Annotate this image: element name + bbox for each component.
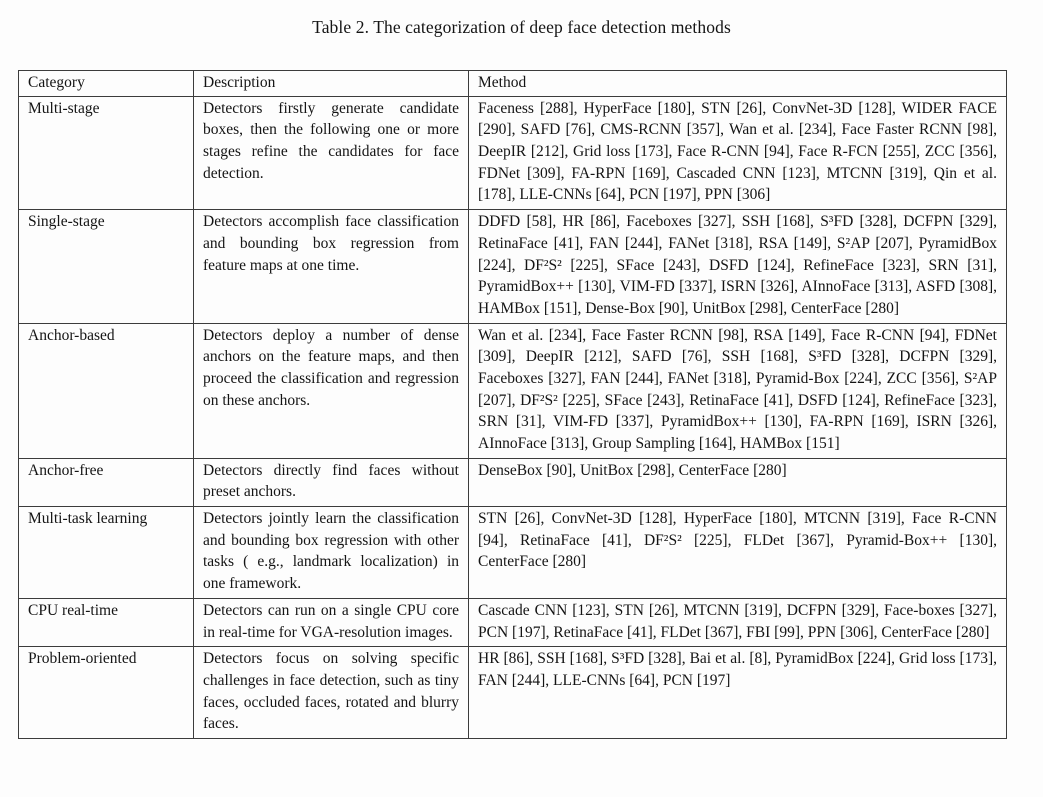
method-cell: DenseBox [90], UnitBox [298], CenterFace [280] bbox=[469, 458, 1007, 506]
method-cell: Faceness [288], HyperFace [180], STN [26], ConvNet-3D [128], WIDER FACE [290], SAFD [76], CMS-RCNN [357], Wan et al. [234], Face Faster RCNN [98], DeepIR [212], Grid loss [173], Face R-CNN [94], Face R-FCN [255], ZCC [356], FDNet [309], FA-RPN [169], Cascaded CNN [123], MTCNN [319], Qin et al. [178], LLE-CNNs [64], PCN [197], PPN [306] bbox=[469, 96, 1007, 209]
description-cell: Detectors accomplish face classification and bounding box regression from feature maps at one time. bbox=[194, 210, 469, 323]
category-cell: Multi-stage bbox=[19, 96, 194, 209]
method-cell: Cascade CNN [123], STN [26], MTCNN [319], DCFPN [329], Face-boxes [327], PCN [197], RetinaFace [41], FLDet [367], FBI [99], PPN [306], CenterFace [280] bbox=[469, 598, 1007, 646]
table-row bbox=[19, 96, 1007, 209]
category-cell: Multi-task learning bbox=[19, 507, 194, 599]
header-row bbox=[19, 71, 1007, 97]
table-row bbox=[19, 458, 1007, 506]
description-cell: Detectors firstly generate candidate boxes, then the following one or more stages refine the candidates for face detection. bbox=[194, 96, 469, 209]
method-cell: HR [86], SSH [168], S³FD [328], Bai et al. [8], PyramidBox [224], Grid loss [173], FAN [244], LLE-CNNs [64], PCN [197] bbox=[469, 647, 1007, 739]
category-cell: Anchor-free bbox=[19, 458, 194, 506]
table-row bbox=[19, 598, 1007, 646]
header-description: Description bbox=[194, 71, 469, 97]
categorization-table bbox=[18, 70, 1007, 739]
table-caption: Table 2. The categorization of deep face detection methods bbox=[312, 17, 731, 37]
description-cell: Detectors focus on solving specific challenges in face detection, such as tiny faces, occluded faces, rotated and blurry faces. bbox=[194, 647, 469, 739]
method-cell: DDFD [58], HR [86], Faceboxes [327], SSH [168], S³FD [328], DCFPN [329], RetinaFace [41], FAN [244], FANet [318], RSA [149], S²AP [207], PyramidBox [224], DF²S² [225], SFace [243], DSFD [124], RefineFace [323], SRN [31], PyramidBox++ [130], VIM-FD [337], ISRN [326], AInnoFace [313], ASFD [308], HAMBox [151], Dense-Box [90], UnitBox [298], CenterFace [280] bbox=[469, 210, 1007, 323]
table-row bbox=[19, 647, 1007, 739]
description-cell: Detectors deploy a number of dense anchors on the feature maps, and then proceed the classification and regression on these anchors. bbox=[194, 323, 469, 458]
description-cell: Detectors jointly learn the classification and bounding box regression with other tasks ( e.g., landmark localization) in one framework. bbox=[194, 507, 469, 599]
category-cell: Single-stage bbox=[19, 210, 194, 323]
method-cell: STN [26], ConvNet-3D [128], HyperFace [180], MTCNN [319], Face R-CNN [94], RetinaFace [41], DF²S² [225], FLDet [367], Pyramid-Box++ [130], CenterFace [280] bbox=[469, 507, 1007, 599]
category-cell: CPU real-time bbox=[19, 598, 194, 646]
description-cell: Detectors directly find faces without preset anchors. bbox=[194, 458, 469, 506]
header-method: Method bbox=[469, 71, 1007, 97]
table-row bbox=[19, 323, 1007, 458]
category-cell: Anchor-based bbox=[19, 323, 194, 458]
category-cell: Problem-oriented bbox=[19, 647, 194, 739]
header-category: Category bbox=[19, 71, 194, 97]
method-cell: Wan et al. [234], Face Faster RCNN [98], RSA [149], Face R-CNN [94], FDNet [309], DeepIR [212], SAFD [76], SSH [168], S³FD [328], DCFPN [329], Faceboxes [327], FAN [244], FANet [318], Pyramid-Box [224], ZCC [356], S²AP [207], DF²S² [225], SFace [243], RetinaFace [41], DSFD [124], RefineFace [323], SRN [31], VIM-FD [337], PyramidBox++ [130], FA-RPN [169], ISRN [326], AInnoFace [313], Group Sampling [164], HAMBox [151] bbox=[469, 323, 1007, 458]
table-row bbox=[19, 507, 1007, 599]
table-row bbox=[19, 210, 1007, 323]
description-cell: Detectors can run on a single CPU core in real-time for VGA-resolution images. bbox=[194, 598, 469, 646]
